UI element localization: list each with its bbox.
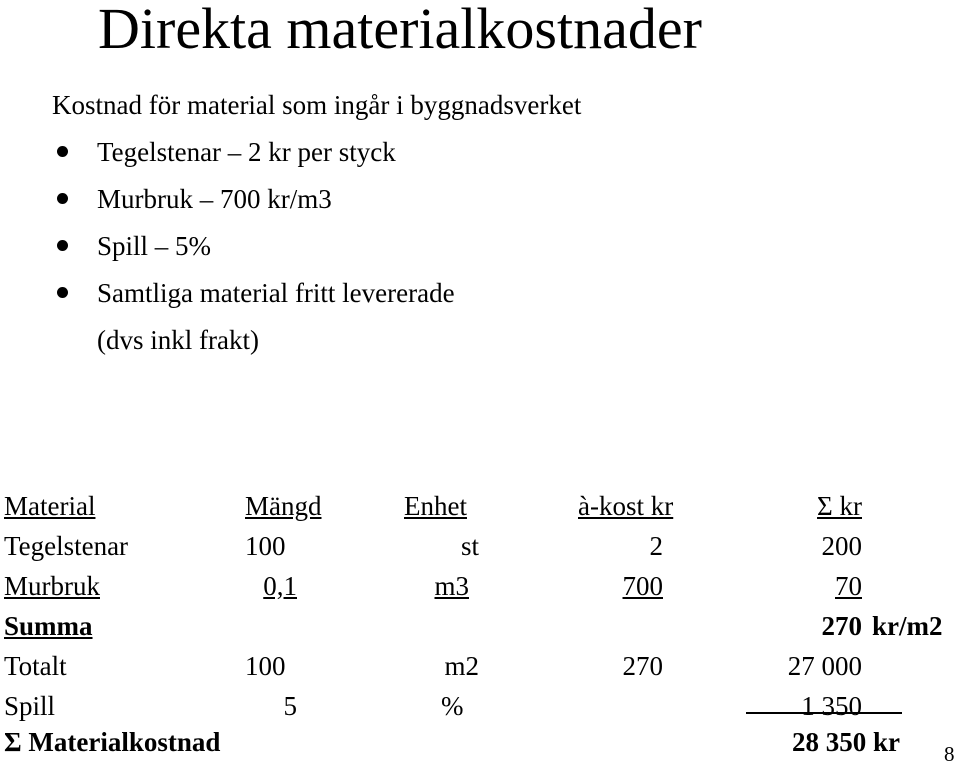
bullet-continuation: (dvs inkl frakt): [97, 325, 259, 355]
cell-quantity: 0,1: [263, 571, 297, 601]
cell-unit-price: 700: [622, 571, 663, 601]
cell-sum: 200: [821, 531, 862, 561]
totalt-label: Totalt: [4, 651, 67, 681]
materialkostnad-row: [0, 722, 959, 762]
bullet-dot-icon: [57, 193, 68, 204]
bullet-text: Tegelstenar – 2 kr per styck: [97, 137, 396, 167]
spill-unit: %: [441, 691, 464, 721]
bullet-text: Samtliga material fritt levererade: [97, 278, 455, 308]
summa-label-text: Summa: [4, 611, 93, 641]
cell-unit: m3: [434, 571, 469, 601]
spill-quantity: 5: [283, 691, 297, 721]
sum-underline: [746, 712, 902, 714]
cell-material: Murbruk: [4, 571, 100, 601]
header-unit: Enhet: [404, 491, 467, 521]
page-number: 8: [944, 742, 955, 766]
table-header-row: [0, 486, 959, 526]
spill-sum: 1 350: [801, 691, 862, 721]
bullet-text: Murbruk – 700 kr/m3: [97, 184, 332, 214]
table-row: [0, 526, 959, 566]
bullet-dot-icon: [57, 287, 68, 298]
slide-title: Direkta materialkostnader: [98, 0, 702, 61]
header-unit-price: à-kost kr: [578, 491, 674, 521]
totalt-sum: 27 000: [787, 651, 862, 681]
totalt-unit: m2: [444, 651, 479, 681]
slide-subtitle: Kostnad för material som ingår i byggnadsverket: [52, 90, 582, 120]
header-sum: Σ kr: [817, 491, 862, 521]
bullet-text: Spill – 5%: [97, 231, 212, 261]
summa-row: [0, 606, 959, 646]
summa-label: [4, 606, 93, 646]
table-row: [0, 566, 959, 606]
totalt-unit-price: 270: [622, 651, 663, 681]
cell-unit-price: 2: [649, 531, 663, 561]
bullet-dot-icon: [57, 240, 68, 251]
header-quantity: Mängd: [245, 491, 322, 521]
cell-unit: st: [460, 531, 479, 561]
cell-quantity: 100: [245, 531, 286, 561]
spill-label: Spill: [4, 691, 56, 721]
materialkostnad-value: 28 350 kr: [792, 727, 900, 757]
summa-value: 270: [821, 611, 862, 641]
cell-sum: 70: [835, 571, 862, 601]
spill-row: [0, 686, 959, 726]
bullet-dot-icon: [57, 146, 68, 157]
totalt-row: [0, 646, 959, 686]
header-material: Material: [4, 491, 96, 521]
cell-material: Tegelstenar: [4, 531, 129, 561]
summa-unit: kr/m2: [872, 611, 943, 641]
materialkostnad-label: Σ Materialkostnad: [4, 727, 221, 757]
totalt-quantity: 100: [245, 651, 286, 681]
